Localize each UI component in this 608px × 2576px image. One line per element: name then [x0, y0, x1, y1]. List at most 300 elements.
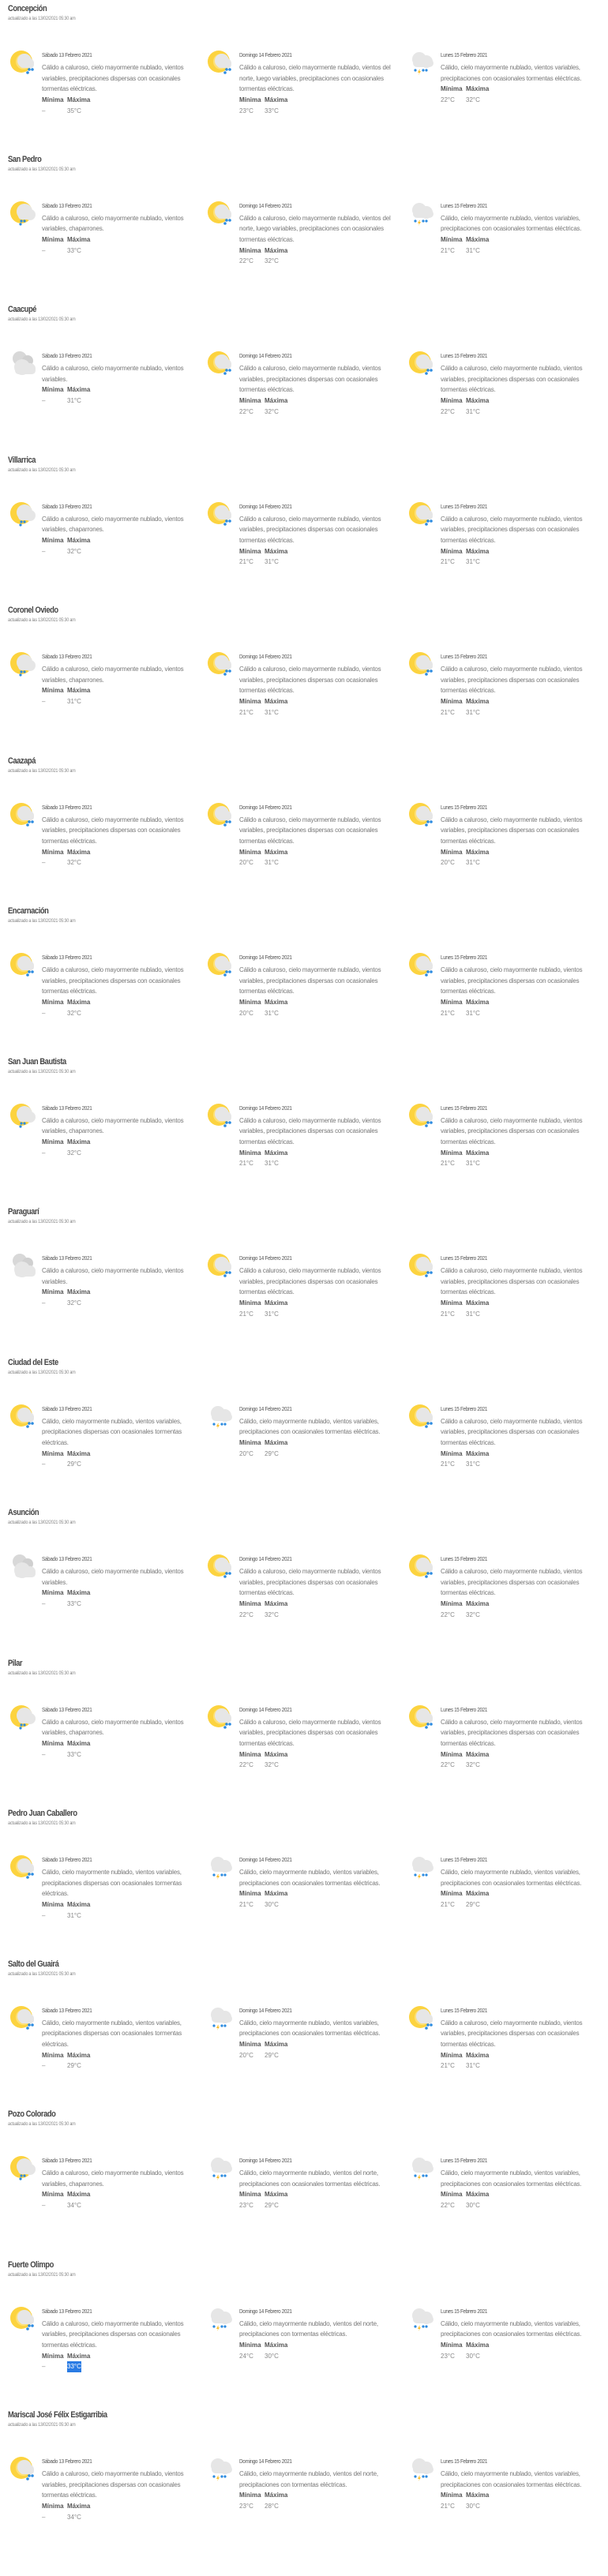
min-value: 21°C	[441, 1160, 455, 1168]
forecast-date: Sábado 13 Febrero 2021	[42, 2307, 92, 2315]
temperature-table	[42, 1899, 204, 1921]
min-value: 21°C	[441, 1310, 455, 1318]
temperature-table	[441, 1599, 602, 1620]
day-info	[239, 1706, 401, 1772]
temperature-table	[441, 2189, 602, 2210]
max-value: 29°C	[265, 2051, 279, 2059]
day-info	[42, 1706, 204, 1760]
forecast-date: Lunes 15 Febrero 2021	[441, 1856, 488, 1863]
min-label: Mínima	[239, 2191, 261, 2199]
min-value: 23°C	[239, 2202, 253, 2210]
min-label: Mínima	[42, 2051, 64, 2059]
max-value: 30°C	[466, 2352, 480, 2360]
forecast-description: Cálido a caluroso, cielo mayormente nublado, vientos variables, precipitaciones dispersas con ocasionales tormentas eléctricas.	[239, 1116, 381, 1146]
day-info	[441, 352, 602, 418]
day-info	[42, 1104, 204, 1159]
day-info	[441, 1405, 602, 1471]
forecast-date: Lunes 15 Febrero 2021	[441, 803, 488, 811]
city-forecast	[8, 1955, 608, 2106]
min-value: –	[42, 1009, 46, 1017]
min-label: Mínima	[239, 246, 261, 254]
max-value: 32°C	[265, 257, 279, 265]
min-value: 22°C	[441, 1610, 455, 1618]
city-title: Pilar	[8, 1658, 23, 1668]
day-forecast	[205, 348, 403, 443]
day-forecast	[8, 47, 205, 142]
cloud-thunderstorm-icon	[205, 1852, 237, 1884]
max-value: 31°C	[265, 1009, 279, 1017]
cloud-thunderstorm-icon	[205, 2454, 237, 2485]
max-label: Máxima	[466, 999, 490, 1007]
min-value: 22°C	[441, 407, 455, 415]
updated-timestamp: actualizado a las 13/02/2021 05:30 am	[8, 767, 76, 774]
min-value: 23°C	[441, 2352, 455, 2360]
city-title: Asunción	[8, 1508, 39, 1517]
max-value: 33°C	[265, 107, 279, 114]
updated-timestamp: actualizado a las 13/02/2021 05:30 am	[8, 16, 76, 21]
city-forecast	[8, 1053, 608, 1204]
temperature-table	[239, 2340, 401, 2361]
day-info	[441, 51, 602, 106]
max-label: Máxima	[265, 397, 288, 405]
min-label: Mínima	[42, 2503, 64, 2510]
min-value: 22°C	[239, 1610, 253, 1618]
min-label: Mínima	[239, 2040, 261, 2048]
sun-cloud-rain-icon	[407, 499, 438, 531]
day-info	[441, 954, 602, 1019]
max-value: 32°C	[466, 1610, 480, 1618]
max-label: Máxima	[466, 1750, 490, 1758]
forecast-description: Cálido a caluroso, cielo mayormente nublado, vientos variables, chaparrones.	[42, 1718, 184, 1737]
day-forecast-list	[8, 1551, 608, 1646]
temperature-table	[239, 2039, 401, 2060]
day-forecast	[407, 2003, 604, 2098]
day-info	[239, 1405, 401, 1460]
day-forecast	[407, 1251, 604, 1345]
city-forecast	[8, 1655, 608, 1805]
min-value: –	[42, 2363, 46, 2371]
max-label: Máxima	[466, 2492, 490, 2499]
day-info	[42, 653, 204, 707]
day-forecast	[407, 1401, 604, 1496]
day-forecast	[407, 2153, 604, 2248]
min-label: Mínima	[441, 1149, 463, 1157]
temperature-table	[42, 535, 204, 557]
temperature-table	[42, 1137, 204, 1158]
max-label: Máxima	[67, 848, 91, 856]
day-forecast	[205, 2304, 403, 2398]
forecast-description: Cálido a caluroso, cielo mayormente nublado, vientos variables, precipitaciones dispersas con ocasionales tormentas eléctricas.	[239, 365, 381, 394]
forecast-description: Cálido a caluroso, cielo mayormente nublado, vientos del norte, luego variables, precipitaciones con ocasionales tormentas eléctricas.	[239, 64, 391, 93]
temperature-table	[42, 384, 204, 406]
min-label: Mínima	[239, 1600, 261, 1608]
temperature-table	[441, 2340, 602, 2361]
forecast-description: Cálido a caluroso, cielo mayormente nublado, vientos variables, precipitaciones dispersas con ocasionales tormentas eléctricas.	[441, 1718, 583, 1747]
forecast-description: Cálido a caluroso, cielo mayormente nublado, vientos variables, precipitaciones dispersas con ocasionales tormentas eléctricas.	[239, 816, 381, 845]
max-label: Máxima	[265, 2040, 288, 2048]
sun-cloud-rain-icon	[8, 1852, 39, 1884]
day-info	[239, 2157, 401, 2211]
day-info	[239, 503, 401, 568]
min-value: –	[42, 397, 46, 405]
temperature-table	[441, 84, 602, 105]
day-forecast	[8, 2454, 205, 2548]
min-label: Mínima	[441, 2191, 463, 2199]
day-forecast	[8, 1251, 205, 1345]
city-forecast	[8, 1504, 608, 1655]
day-forecast	[407, 2454, 604, 2548]
min-value: –	[42, 2062, 46, 2070]
forecast-description: Cálido a caluroso, cielo mayormente nublado, vientos variables, chaparrones.	[42, 214, 184, 233]
temperature-table	[239, 396, 401, 417]
day-info	[42, 804, 204, 869]
day-forecast	[8, 198, 205, 293]
max-value: 31°C	[466, 2062, 480, 2070]
day-forecast	[205, 950, 403, 1044]
updated-timestamp: actualizado a las 13/02/2021 05:30 am	[8, 2422, 76, 2428]
day-info	[42, 2157, 204, 2211]
max-value: 31°C	[466, 558, 480, 566]
min-value: 22°C	[441, 96, 455, 104]
max-label: Máxima	[265, 1149, 288, 1157]
day-info	[42, 503, 204, 557]
cloud-thunderstorm-icon	[205, 1401, 237, 1433]
day-forecast	[8, 2304, 205, 2398]
forecast-date: Lunes 15 Febrero 2021	[441, 2006, 488, 2014]
city-title: Villarrica	[8, 455, 36, 465]
min-value: 21°C	[441, 1901, 455, 1909]
forecast-date: Domingo 14 Febrero 2021	[239, 653, 292, 660]
updated-timestamp: actualizado a las 13/02/2021 05:30 am	[8, 1068, 76, 1074]
max-value: 32°C	[265, 407, 279, 415]
day-forecast	[8, 2153, 205, 2248]
day-forecast	[205, 800, 403, 894]
max-value: 28°C	[265, 2503, 279, 2510]
day-info	[441, 2007, 602, 2072]
day-info	[239, 653, 401, 718]
temperature-table	[42, 234, 204, 256]
temperature-table	[239, 2490, 401, 2511]
max-label: Máxima	[265, 848, 288, 856]
day-info	[441, 1706, 602, 1772]
temperature-table	[239, 1438, 401, 1459]
min-label: Mínima	[42, 999, 64, 1007]
forecast-date: Sábado 13 Febrero 2021	[42, 201, 92, 209]
max-label: Máxima	[466, 698, 490, 706]
min-label: Mínima	[42, 386, 64, 394]
min-label: Mínima	[239, 999, 261, 1007]
max-label: Máxima	[67, 2051, 91, 2059]
max-label: Máxima	[466, 1299, 490, 1307]
day-forecast	[407, 1551, 604, 1646]
forecast-date: Lunes 15 Febrero 2021	[441, 201, 488, 209]
min-label: Mínima	[42, 848, 64, 856]
day-forecast	[205, 649, 403, 744]
max-label: Máxima	[466, 2051, 490, 2059]
min-label: Mínima	[441, 698, 463, 706]
city-title: Pedro Juan Caballero	[8, 1809, 77, 1818]
sun-cloud-rain-icon	[407, 950, 438, 981]
temperature-table	[441, 1749, 602, 1771]
min-value: 23°C	[239, 2503, 253, 2510]
day-forecast	[8, 649, 205, 744]
max-value: 31°C	[265, 859, 279, 867]
temperature-table	[441, 1148, 602, 1169]
forecast-date: Domingo 14 Febrero 2021	[239, 201, 292, 209]
day-info	[42, 1555, 204, 1610]
temperature-table	[239, 1599, 401, 1620]
min-value: 21°C	[239, 708, 253, 716]
city-forecast	[8, 0, 608, 151]
forecast-date: Domingo 14 Febrero 2021	[239, 1254, 292, 1262]
cloud-thunderstorm-icon	[407, 2153, 438, 2184]
max-value: 31°C	[265, 708, 279, 716]
temperature-table	[42, 1738, 204, 1760]
day-forecast-list	[8, 1251, 608, 1345]
temperature-table	[239, 847, 401, 868]
forecast-description: Cálido a caluroso, cielo mayormente nublado, vientos variables, precipitaciones dispersas con ocasionales tormentas eléctricas.	[441, 1568, 583, 1597]
min-value: 20°C	[441, 859, 455, 867]
forecast-date: Domingo 14 Febrero 2021	[239, 2307, 292, 2315]
updated-timestamp: actualizado a las 13/02/2021 05:30 am	[8, 1219, 76, 1224]
max-label: Máxima	[67, 687, 91, 695]
forecast-date: Domingo 14 Febrero 2021	[239, 1555, 292, 1562]
day-info	[441, 1104, 602, 1170]
cloudy-icon	[8, 1251, 39, 1282]
day-forecast-list	[8, 348, 608, 443]
day-forecast	[205, 2003, 403, 2098]
sun-cloud-rain-icon	[205, 1251, 237, 1282]
min-label: Mínima	[441, 85, 463, 93]
min-label: Mínima	[441, 547, 463, 555]
day-forecast-list	[8, 1702, 608, 1797]
forecast-date: Sábado 13 Febrero 2021	[42, 954, 92, 961]
min-value: 21°C	[239, 1160, 253, 1168]
min-label: Mínima	[42, 687, 64, 695]
min-label: Mínima	[441, 2051, 463, 2059]
day-forecast-list	[8, 1401, 608, 1496]
max-label: Máxima	[466, 1149, 490, 1157]
temperature-table	[441, 546, 602, 568]
forecast-date: Lunes 15 Febrero 2021	[441, 954, 488, 961]
city-title: San Pedro	[8, 154, 42, 164]
min-value: –	[42, 2513, 46, 2521]
day-forecast-list	[8, 499, 608, 594]
city-title: Salto del Guairá	[8, 1959, 59, 1969]
max-label: Máxima	[265, 1750, 288, 1758]
forecast-description: Cálido, cielo mayormente nublado, vientos del norte, precipitaciones con ocasionales tormentas eléctricas.	[239, 2169, 381, 2188]
forecast-date: Lunes 15 Febrero 2021	[441, 1254, 488, 1262]
forecast-description: Cálido a caluroso, cielo mayormente nublado, vientos variables.	[42, 1267, 184, 1285]
max-label: Máxima	[67, 2503, 91, 2510]
sun-cloud-showers-icon	[8, 1702, 39, 1734]
city-title: Paraguarí	[8, 1207, 39, 1217]
temperature-table	[239, 2189, 401, 2210]
cloudy-icon	[8, 1551, 39, 1583]
day-info	[42, 51, 204, 117]
min-label: Mínima	[441, 1449, 463, 1457]
temperature-table	[42, 2050, 204, 2072]
day-info	[441, 804, 602, 869]
forecast-description: Cálido, cielo mayormente nublado, vientos del norte, precipitaciones con tormentas eléctricas.	[239, 2319, 378, 2338]
day-info	[239, 2007, 401, 2061]
max-value: 30°C	[466, 2202, 480, 2210]
max-value: 32°C	[265, 1761, 279, 1769]
day-forecast	[407, 198, 604, 293]
day-info	[441, 503, 602, 568]
sun-cloud-showers-icon	[8, 1101, 39, 1132]
forecast-date: Domingo 14 Febrero 2021	[239, 352, 292, 359]
day-forecast	[407, 348, 604, 443]
day-forecast	[205, 1401, 403, 1496]
temperature-table	[42, 2189, 204, 2210]
max-label: Máxima	[265, 547, 288, 555]
city-forecast	[8, 2105, 608, 2256]
temperature-table	[239, 1298, 401, 1319]
min-value: 22°C	[441, 1761, 455, 1769]
min-label: Mínima	[42, 235, 64, 243]
cloud-thunderstorm-icon	[407, 2454, 438, 2485]
min-value: 21°C	[441, 1009, 455, 1017]
max-value: 33°C	[67, 1750, 81, 1758]
forecast-date: Sábado 13 Febrero 2021	[42, 2458, 92, 2465]
max-label: Máxima	[67, 1449, 91, 1457]
city-title: Caazapá	[8, 756, 36, 766]
sun-cloud-rain-icon	[8, 2454, 39, 2485]
day-info	[42, 352, 204, 407]
max-value: 32°C	[265, 1610, 279, 1618]
forecast-date: Sábado 13 Febrero 2021	[42, 1254, 92, 1262]
forecast-date: Domingo 14 Febrero 2021	[239, 1104, 292, 1112]
forecast-description: Cálido a caluroso, cielo mayormente nublado, vientos variables, precipitaciones dispersas con ocasionales tormentas eléctricas.	[42, 966, 184, 996]
forecast-date: Sábado 13 Febrero 2021	[42, 352, 92, 359]
city-forecast	[8, 1203, 608, 1354]
day-forecast	[8, 348, 205, 443]
forecast-description: Cálido a caluroso, cielo mayormente nublado, vientos variables, precipitaciones dispersas con ocasionales tormentas eléctricas.	[239, 1568, 381, 1597]
day-info	[239, 1104, 401, 1170]
max-label: Máxima	[67, 235, 91, 243]
forecast-date: Lunes 15 Febrero 2021	[441, 1705, 488, 1713]
updated-timestamp: actualizado a las 13/02/2021 05:30 am	[8, 617, 76, 623]
max-label: Máxima	[67, 2191, 91, 2199]
cloud-thunderstorm-icon	[205, 2304, 237, 2335]
city-title: Encarnación	[8, 906, 49, 916]
day-forecast	[8, 1101, 205, 1195]
day-info	[239, 954, 401, 1019]
max-value: 29°C	[265, 2202, 279, 2210]
temperature-table	[42, 2501, 204, 2522]
cloud-thunderstorm-icon	[407, 47, 438, 79]
max-value: 35°C	[67, 107, 81, 114]
min-value: –	[42, 1600, 46, 1608]
forecast-date: Sábado 13 Febrero 2021	[42, 1856, 92, 1863]
forecast-description: Cálido a caluroso, cielo mayormente nublado, vientos variables, precipitaciones dispersas con ocasionales tormentas eléctricas.	[441, 666, 583, 695]
min-label: Mínima	[239, 1750, 261, 1758]
day-forecast-list	[8, 800, 608, 894]
cloud-thunderstorm-icon	[407, 198, 438, 230]
max-label: Máxima	[466, 85, 490, 93]
updated-timestamp: actualizado a las 13/02/2021 05:30 am	[8, 166, 76, 172]
city-forecast	[8, 301, 608, 452]
day-forecast-list	[8, 950, 608, 1044]
forecast-description: Cálido a caluroso, cielo mayormente nublado, vientos variables, precipitaciones dispersas con ocasionales tormentas eléctricas.	[441, 1116, 583, 1146]
max-value: 34°C	[67, 2202, 81, 2210]
forecast-date: Sábado 13 Febrero 2021	[42, 502, 92, 510]
max-value: 31°C	[265, 1310, 279, 1318]
day-forecast	[205, 1551, 403, 1646]
min-value: 22°C	[239, 1761, 253, 1769]
forecast-description: Cálido a caluroso, cielo mayormente nublado, vientos variables.	[42, 1568, 184, 1586]
forecast-date: Domingo 14 Febrero 2021	[239, 1856, 292, 1863]
sun-cloud-rain-icon	[407, 800, 438, 831]
forecast-date: Domingo 14 Febrero 2021	[239, 954, 292, 961]
sun-cloud-rain-icon	[205, 198, 237, 230]
forecast-description: Cálido a caluroso, cielo mayormente nublado, vientos variables, precipitaciones dispersas con ocasionales tormentas eléctricas.	[441, 2019, 583, 2048]
day-info	[239, 202, 401, 268]
day-forecast	[205, 198, 403, 293]
min-label: Mínima	[239, 848, 261, 856]
city-forecast	[8, 1805, 608, 1955]
forecast-date: Sábado 13 Febrero 2021	[42, 1705, 92, 1713]
day-forecast-list	[8, 1852, 608, 1947]
min-value: –	[42, 547, 46, 555]
forecast-date: Lunes 15 Febrero 2021	[441, 653, 488, 660]
max-value: 31°C	[466, 1160, 480, 1168]
max-label: Máxima	[67, 2352, 91, 2360]
max-label: Máxima	[466, 1600, 490, 1608]
forecast-description: Cálido, cielo mayormente nublado, vientos variables, precipitaciones con ocasionales tormentas eléctricas.	[441, 2319, 582, 2338]
min-label: Mínima	[42, 1739, 64, 1747]
forecast-date: Lunes 15 Febrero 2021	[441, 352, 488, 359]
sun-cloud-rain-icon	[407, 348, 438, 380]
max-label: Máxima	[265, 1600, 288, 1608]
temperature-table	[441, 2050, 602, 2072]
forecast-description: Cálido, cielo mayormente nublado, vientos variables, precipitaciones con ocasionales tormentas eléctricas.	[441, 64, 582, 82]
min-label: Mínima	[239, 397, 261, 405]
forecast-description: Cálido a caluroso, cielo mayormente nublado, vientos variables, chaparrones.	[42, 2169, 184, 2188]
forecast-description: Cálido a caluroso, cielo mayormente nublado, vientos variables, precipitaciones dispersas con ocasionales tormentas eléctricas.	[239, 515, 381, 544]
temperature-table	[441, 696, 602, 718]
min-label: Mínima	[42, 1901, 64, 1909]
min-value: 21°C	[441, 2503, 455, 2510]
updated-timestamp: actualizado a las 13/02/2021 05:30 am	[8, 1369, 76, 1375]
forecast-description: Cálido a caluroso, cielo mayormente nublado, vientos variables, precipitaciones dispersas con ocasionales tormentas eléctricas.	[239, 966, 381, 996]
day-forecast	[205, 1101, 403, 1195]
min-label: Mínima	[239, 547, 261, 555]
forecast-description: Cálido a caluroso, cielo mayormente nublado, vientos variables, precipitaciones dispersas con ocasionales tormentas eléctricas.	[441, 1267, 583, 1296]
max-label: Máxima	[67, 1288, 91, 1296]
max-label: Máxima	[265, 2492, 288, 2499]
day-info	[239, 2308, 401, 2362]
sun-cloud-rain-icon	[8, 2003, 39, 2034]
min-value: –	[42, 1911, 46, 1919]
max-value: 32°C	[67, 1149, 81, 1157]
sun-cloud-rain-icon	[407, 1551, 438, 1583]
max-label: Máxima	[265, 246, 288, 254]
min-value: –	[42, 107, 46, 114]
sun-cloud-rain-icon	[8, 800, 39, 831]
temperature-table	[42, 2351, 204, 2372]
sun-cloud-rain-icon	[205, 800, 237, 831]
max-value: 31°C	[265, 1160, 279, 1168]
min-value: 22°C	[441, 2202, 455, 2210]
day-forecast-list	[8, 2454, 608, 2548]
forecast-description: Cálido, cielo mayormente nublado, vientos variables, precipitaciones con ocasionales tormentas eléctricas.	[239, 2019, 381, 2038]
updated-timestamp: actualizado a las 13/02/2021 05:30 am	[8, 918, 76, 924]
min-value: –	[42, 1149, 46, 1157]
min-label: Mínima	[239, 96, 261, 104]
min-value: –	[42, 1299, 46, 1307]
